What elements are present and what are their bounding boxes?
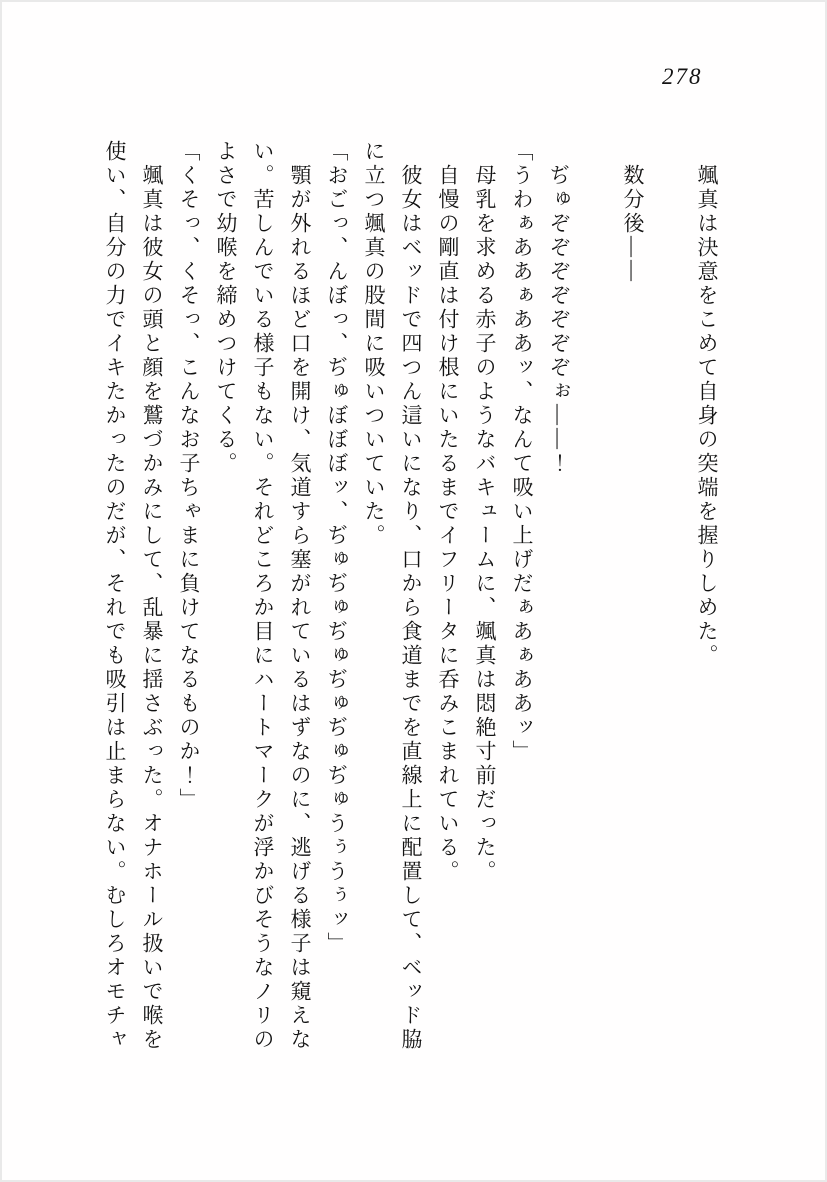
text-line: ぢゅぞぞぞぞぞぞぞぉ――！ (547, 164, 571, 476)
blank-line (651, 140, 688, 1070)
vertical-text-block (96, 140, 725, 1070)
text-line: 彼女はベッドで四つん這いになり、口から食道までを直線上に配置して、ベッド脇 (399, 164, 423, 1052)
text-line: よさで幼喉を締めつけてくる。 (214, 140, 238, 476)
text-line: 「うわぁああぁああッ、なんて吸い上げだぁあぁああッ」 (510, 140, 534, 764)
blank-line (577, 140, 614, 1070)
text-line: 颯真は決意をこめて自身の突端を握りしめた。 (695, 164, 719, 668)
text-line: に立つ颯真の股間に吸いついていた。 (362, 140, 386, 548)
text-line: 顎が外れるほど口を開け、気道すら塞がれているはずなのに、逃げる様子は窺えな (288, 164, 312, 1052)
text-line: 颯真は彼女の頭と顔を鷲づかみにして、乱暴に揺さぶった。オナホール扱いで喉を (140, 164, 164, 1052)
text-line: 使い、自分の力でイキたかったのだが、それでも吸引は止まらない。むしろオモチャ (103, 140, 127, 1052)
page-number: 278 (662, 64, 703, 89)
text-line: 「くそっ、くそっ、こんなお子ちゃまに負けてなるものか！」 (177, 140, 201, 812)
text-line: い。苦しんでいる様子もない。それどころか目にハートマークが浮かびそうなノリの (251, 140, 275, 1052)
text-line: 「おごっ、んぼっ、ぢゅぼぼぼッ、ぢゅぢゅぢゅぢゅぢゅぢゅうぅうぅッ」 (325, 140, 349, 956)
text-line: 自慢の剛直は付け根にいたるまでイフリータに呑みこまれている。 (436, 164, 460, 884)
text-line: 数分後―― (621, 164, 645, 284)
text-line: 母乳を求める赤子のようなバキュームに、颯真は悶絶寸前だった。 (473, 164, 497, 884)
